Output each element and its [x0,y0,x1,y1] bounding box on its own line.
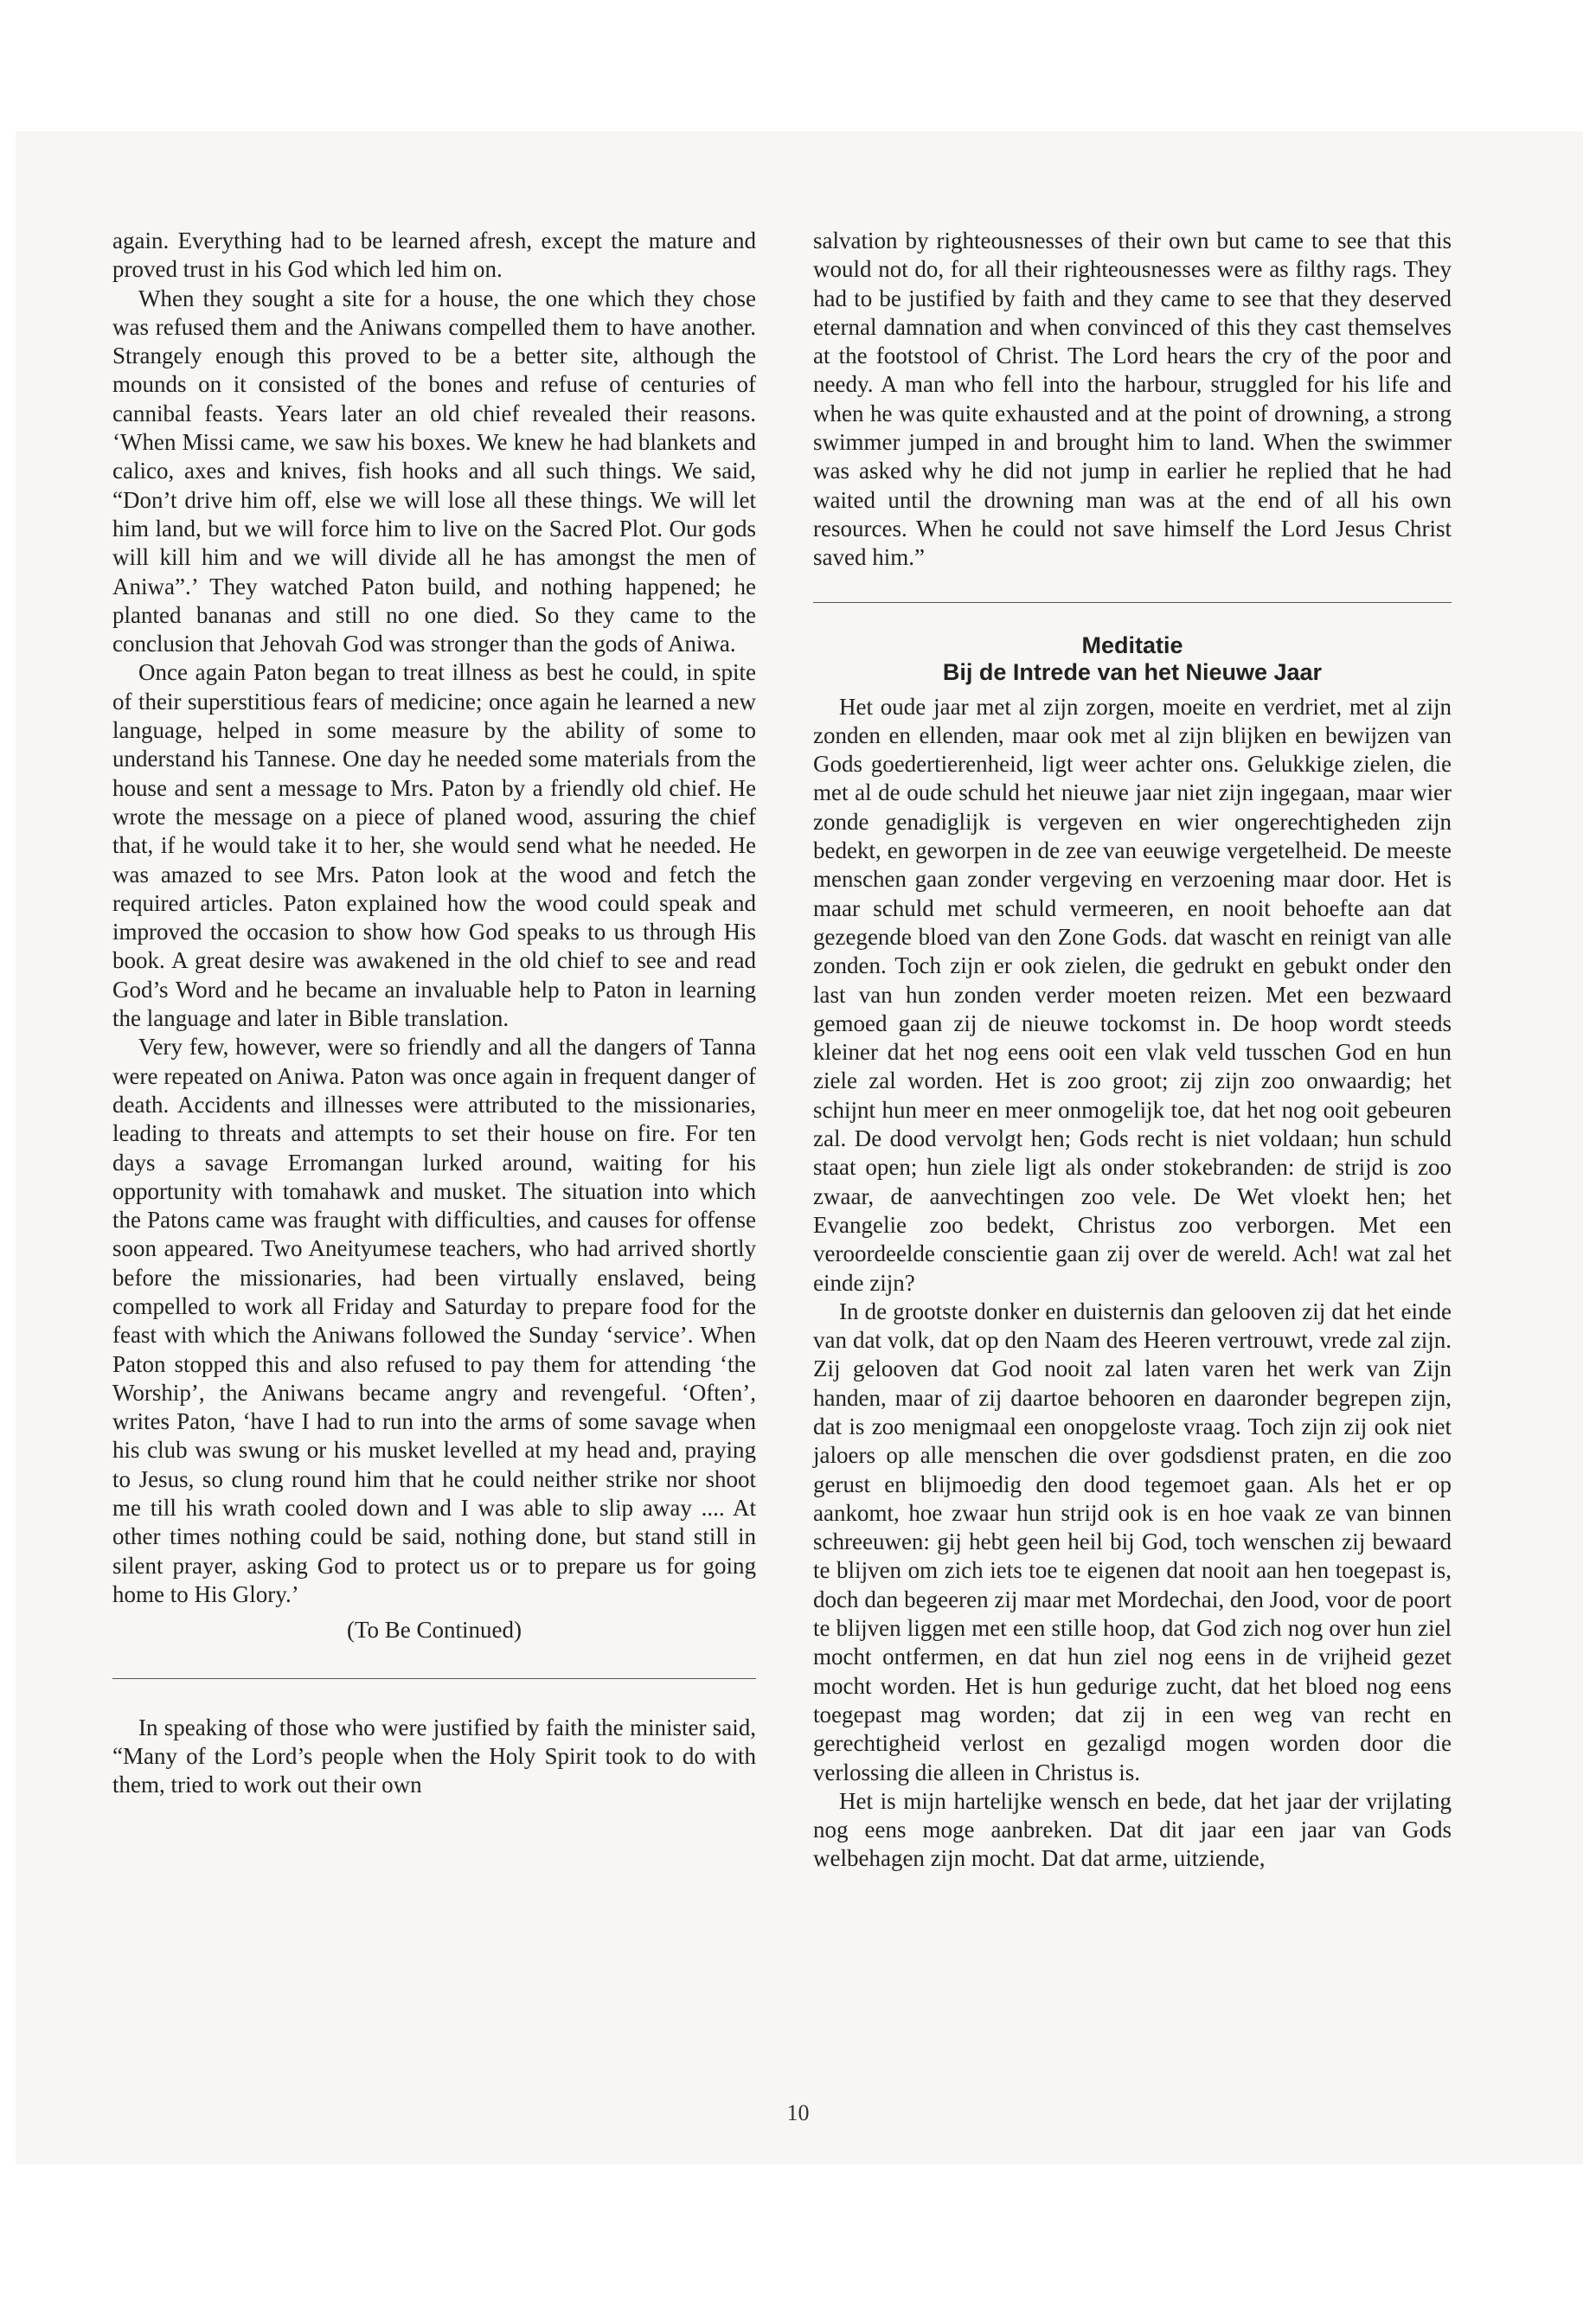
article-paragraph-2: When they sought a site for a house, the one which they chose was refused them and the Aniwans compelled them to have another. Strangely enough this proved to be a better site, although the mounds on it consisted of the bones and refuse of centuries of cannibal feasts. Years later an old chief revealed their reasons. ‘When Missi came, we saw his boxes. We knew he had blankets and calico, axes and knives, fish hooks and all such things. We said, “Don’t drive him off, else we will lose all these things. We will let him land, but we will force him to live on the Sacred Plot. Our gods will kill him and we will divide all he has amongst the men of Aniwa”.’ They watched Paton build, and nothing happened; he planted bananas and still no one died. So they came to the conclusion that Jehovah God was stronger than the gods of Aniwa. [112,285,756,657]
section-divider-right [813,602,1452,603]
article-paragraph-1: again. Everything had to be learned afresh, except the mature and proved trust in his God which led him on. [112,228,756,283]
meditatie-paragraph-3: Het is mijn hartelijke wensch en bede, dat het jaar der vrijlating nog eens moge aanbreken. Dat dit jaar een jaar van Gods welbehagen zijn mocht. Dat dat arme, uitziende, [813,1787,1452,1872]
right-column [813,227,1452,1874]
article-paragraph-4: Very few, however, were so friendly and all the dangers of Tanna were repeated on Aniwa. Paton was once again in frequent danger of death. Accidents and illnesses were attributed to the missionaries, leading to threats and attempts to set their house on fire. For ten days a savage Erromangan lurked around, waiting for his opportunity with tomahawk and musket. The situation into which the Patons came was fraught with difficulties, and causes for offense soon appeared. Two Aneityumese teachers, who had arrived shortly before the missionaries, had been virtually enslaved, being compelled to work all Friday and Saturday to prepare food for the feast with which the Aniwans followed the Sunday ‘service’. When Paton stopped this and also refused to pay them for attending ‘the Worship’, the Aniwans became angry and revengeful. ‘Often’, writes Paton, ‘have I had to run into the arms of some savage when his club was swung or his musket levelled at my head and, praying to Jesus, so clung round him that he could neither strike nor shoot me till his wrath cooled down and I was able to slip away .... At other times nothing could be said, nothing done, but stand still in silent prayer, asking God to protect us or to prepare us for going home to His Glory.’ [112,1034,756,1607]
continuation-paragraph: salvation by righteousnesses of their own but came to see that this would not do, for all their righteousnesses were as filthy rags. They had to be justified by faith and they came to see that they deserved eternal damnation and when convinced of this they cast themselves at the footstool of Christ. The Lord hears the cry of the poor and needy. A man who fell into the harbour, struggled for his life and when he was quite exhausted and at the point of drowning, a strong swimmer jumped in and brought him to land. When the swimmer was asked why he did not jump in earlier he replied that he had waited until the drowning man was at the end of all his own resources. When he could not save himself the Lord Jesus Christ saved him.” [813,228,1452,571]
section-divider [112,1678,756,1679]
justified-by-faith-paragraph: In speaking of those who were justified by faith the minister said, “Many of the Lord’s people when the Holy Spirit took to do with them, tried to work out their own [112,1714,756,1798]
meditatie-paragraph-2: In de grootste donker en duisternis dan gelooven zij dat het einde van dat volk, dat op den Naam des Heeren vertrouwt, vrede zal zijn. Zij gelooven dat God nooit zal laten varen het werk van Zijn handen, maar of zij daartoe behooren en daaronder begrepen zijn, dat is zoo menigmaal een onopgeloste vraag. Toch zijn zij ook niet jaloers op alle menschen die over godsdienst praten, en die zoo gerust en blijmoedig den dood tegemoet gaan. Als het er op aankomt, hoe zwaar hun strijd ook is en hoe vaak ze van binnen schreeuwen: gij hebt geen heil bij God, toch wenschen zij bewaard te blijven om zich iets toe te eigenen dat nooit aan hen toegepast is, doch dan begeeren zij maar met Mordechai, den Jood, voor de poort te blijven liggen met een stille hoop, dat God zich nog over hun ziel mocht ontfermen, en dat hun ziel nog eens in de vrijheid gezet mocht worden. Het is hun gedurige zucht, dat het bloed nog eens toegepast mag worden; dat zij in een weg van recht en gerechtigheid verlost en gezaligd mogen worden door die verlossing die alleen in Christus is. [813,1298,1452,1785]
left-column [112,227,756,1799]
meditatie-paragraph-1: Het oude jaar met al zijn zorgen, moeite en verdriet, met al zijn zonden en ellenden, maar ook met al zijn blijken en bewijzen van Gods goedertierenheid, ligt weer achter ons. Gelukkige zielen, die met al de oude schuld het nieuwe jaar niet zijn ingegaan, maar wier zonde genadiglijk is vergeven en wier ongerechtigheden zijn bedekt, en geworpen in de zee van eeuwige vergetelheid. De meeste menschen gaan zonder vergeving en verzoening maar door. Het is maar schuld met schuld vermeeren, en nooit behoefte aan dat gezegende bloed van den Zone Gods. dat wascht en reinigt van alle zonden. Toch zijn er ook zielen, die gedrukt en gebukt onder den last van hun zonden verder moeten reizen. Met een bezwaard gemoed gaan zij de nieuwe tockomst in. De hoop wordt steeds kleiner dat het nog eens ooit een vlak veld tusschen God en hun ziele zal worden. Het is zoo groot; zij zijn zoo onwaardig; het schijnt hun meer en meer onmogelijk toe, dat het nog ooit gebeuren zal. De dood vervolgt hen; Gods recht is niet voldaan; hun schuld staat open; hun ziele ligt als onder stokebranden: de strijd is zoo zwaar, de aanvechtingen zoo vele. De Wet vloekt hen; het Evangelie zoo bedekt, Christus zoo verborgen. Met een veroordeelde conscientie gaan zij over de wereld. Ach! wat zal het einde zijn? [813,693,1452,1296]
meditatie-subheading: Bij de Intrede van het Nieuwe Jaar [942,658,1323,685]
meditatie-heading: Meditatie [1081,631,1183,658]
page-number: 10 [786,2100,810,2125]
to-be-continued: (To Be Continued) [346,1617,522,1644]
article-paragraph-3: Once again Paton began to treat illness as best he could, in spite of their superstitious fears of medicine; once again he learned a new language, helped in some measure by the ability of some to understand his Tannese. One day he needed some materials from the house and sent a message to Mrs. Paton by a friendly old chief. He wrote the message on a piece of planed wood, assuring the chief that, if he would take it to her, she would send what he needed. He was amazed to see Mrs. Paton look at the wood and fetch the required articles. Paton explained how the wood could speak and improved the occasion to show how God speaks to us through His book. A great desire was awakened in the old chief to see and read God’s Word and he became an invaluable help to Paton in learning the language and later in Bible translation. [112,659,756,1032]
